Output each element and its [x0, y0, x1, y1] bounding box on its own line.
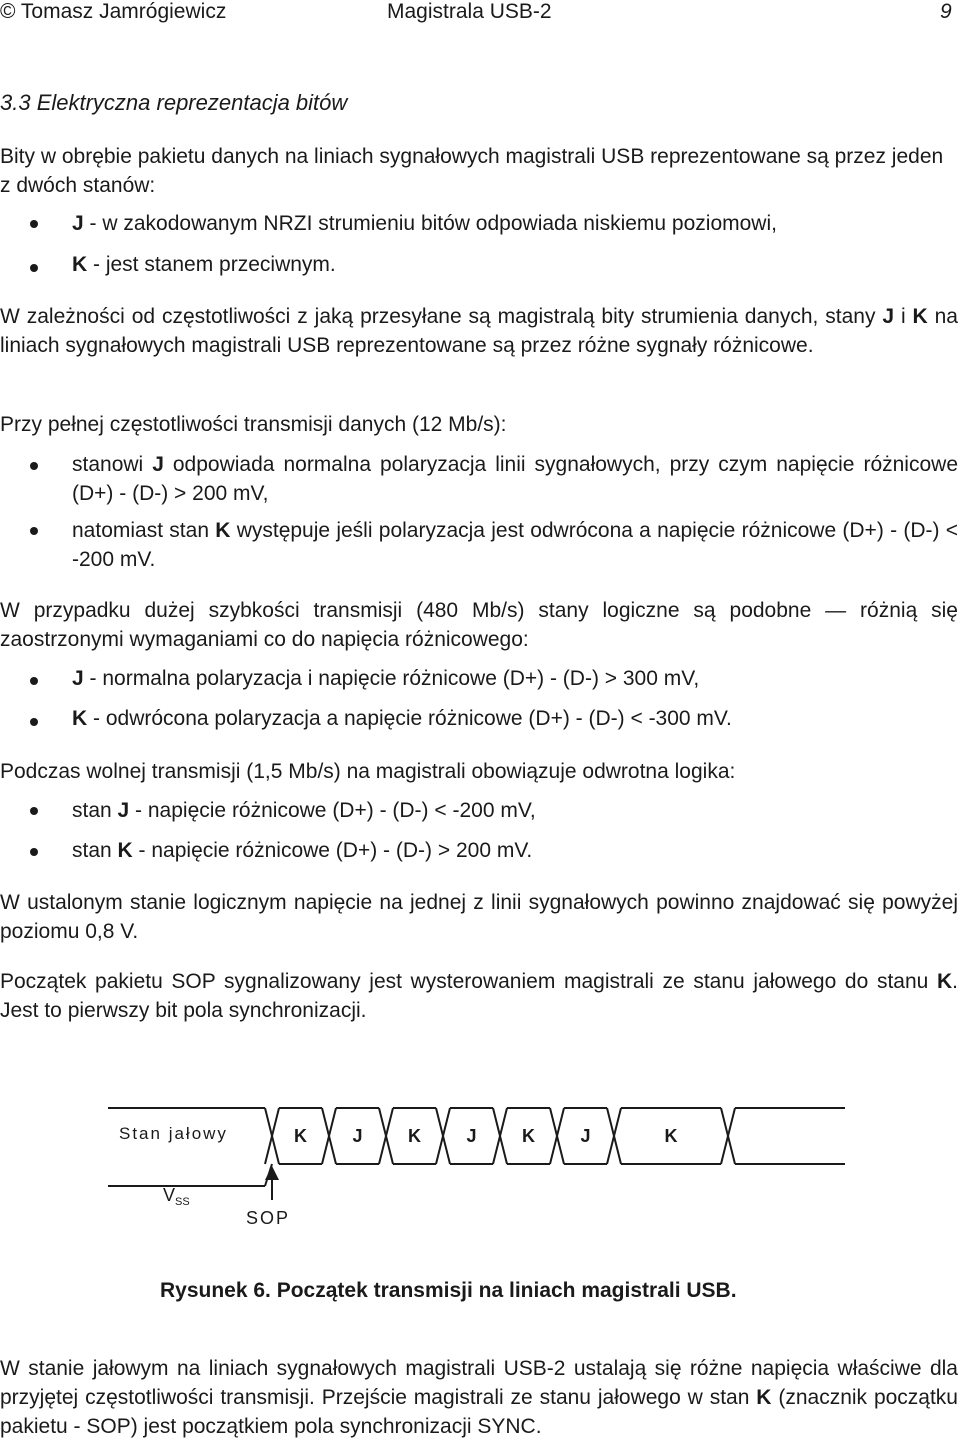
list-item — [72, 516, 958, 574]
sop-label: SOP — [246, 1208, 291, 1228]
state-j-label: J — [152, 453, 164, 476]
state-letter-j: J — [466, 1126, 477, 1146]
text-run: - napięcie różnicowe (D+) - (D-) < -200 mV, — [129, 799, 536, 822]
text-run: - odwrócona polaryzacja a napięcie różnicowe (D+) - (D-) < -300 mV. — [87, 707, 732, 730]
list-item — [72, 664, 699, 693]
text-run: i — [894, 305, 913, 328]
text-run: odpowiada normalna polaryzacja linii sygnałowych, przy czym napięcie różnicowe (D+) - (D-) > 200 mV, — [72, 453, 958, 505]
header-page-number: 9 — [940, 0, 952, 23]
text-run: W zależności od częstotliwości z jaką przesyłane są magistralą bity strumienia danych, stany — [0, 305, 883, 328]
text-run: - napięcie różnicowe (D+) - (D-) > 200 mV. — [132, 839, 533, 862]
list-item — [72, 209, 777, 238]
bullet-icon — [30, 220, 38, 228]
bullet-icon — [30, 807, 38, 815]
high-speed-paragraph: W przypadku dużej szybkości transmisji (480 Mb/s) stany logiczne są podobne — różnią się zaostrzonymi wymaganiami co do napięcia różnicowego: — [0, 599, 958, 651]
header-title: Magistrala USB-2 — [387, 0, 552, 23]
state-letter-k: K — [408, 1126, 421, 1146]
section-title: 3.3 Elektryczna reprezentacja bitów — [0, 90, 348, 115]
state-k-label: K — [117, 839, 133, 862]
text-run: Początek pakietu SOP sygnalizowany jest wysterowaniem magistrali ze stanu jałowego do stanu — [0, 970, 937, 993]
state-letter-j: J — [352, 1126, 363, 1146]
full-speed-heading: Przy pełnej częstotliwości transmisji danych (12 Mb/s): — [0, 413, 507, 436]
bullet-icon — [30, 848, 38, 856]
list-item — [72, 704, 732, 733]
text-run: (znacznik początku pakietu - SOP) jest początkiem pola synchronizacji SYNC. — [0, 1386, 958, 1438]
vss-main: V — [163, 1185, 176, 1205]
sop-timing-diagram — [0, 1080, 960, 1250]
vss-subscript: SS — [175, 1196, 190, 1208]
final-paragraph — [0, 1354, 958, 1441]
state-k-label: K — [936, 970, 953, 993]
state-j-label: J — [117, 799, 130, 822]
text-run: natomiast stan — [72, 519, 216, 542]
figure-caption: Rysunek 6. Początek transmisji na liniach magistrali USB. — [160, 1279, 737, 1302]
text-run: . Jest to pierwszy bit pola synchronizacji. — [0, 970, 958, 1022]
state-k-label: K — [912, 305, 928, 328]
low-speed-heading: Podczas wolnej transmisji (1,5 Mb/s) na magistrali obowiązuje odwrotna logika: — [0, 760, 736, 783]
state-j-label: J — [72, 212, 84, 235]
text-run: stanowi — [72, 453, 153, 476]
steady-state-paragraph: W ustalonym stanie logicznym napięcie na jednej z linii sygnałowych powinno znajdować się powyżej poziomu 0,8 V. — [0, 891, 958, 943]
bullet-icon — [30, 462, 38, 470]
text-run: na liniach sygnałowych magistrali USB reprezentowane są przez różne sygnały różnicowe. — [0, 305, 958, 357]
list-item — [72, 450, 958, 508]
state-k-label: K — [756, 1386, 772, 1409]
header-author: © Tomasz Jamrógiewicz — [0, 0, 227, 23]
state-letter-k: K — [522, 1126, 535, 1146]
state-k-label: K — [72, 707, 88, 730]
text-run: występuje jeśli polaryzacja jest odwrócona a napięcie różnicowe (D+) - (D-) < -200 mV. — [72, 519, 958, 571]
sop-paragraph — [0, 967, 958, 1025]
state-letter-k: K — [664, 1126, 678, 1146]
sop-arrow-icon — [265, 1166, 279, 1200]
state-letter-k: K — [294, 1126, 307, 1146]
bullet-icon — [30, 527, 38, 535]
state-k-label: K — [215, 519, 231, 542]
text-run: W stanie jałowym na liniach sygnałowych magistrali USB-2 ustalają się różne napięcia właściwe dla przyjętej częstotliwości transmisji. Przejście magistrali ze stanu jałowego w stan — [0, 1357, 958, 1409]
intro-paragraph: Bity w obrębie pakietu danych na liniach sygnałowych magistrali USB reprezentowane są przez jeden z dwóch stanów: — [0, 145, 944, 197]
text-run: - normalna polaryzacja i napięcie różnicowe (D+) - (D-) > 300 mV, — [83, 667, 700, 690]
dependency-paragraph — [0, 302, 958, 360]
text-run: stan — [72, 839, 118, 862]
state-j-label: J — [72, 667, 84, 690]
state-k-label: K — [72, 253, 88, 276]
list-item-text: - w zakodowanym NRZI strumieniu bitów odpowiada niskiemu poziomowi, — [83, 212, 777, 235]
list-item — [72, 836, 532, 865]
vss-label — [163, 1185, 190, 1208]
text-run: stan — [72, 799, 118, 822]
state-letter-j: J — [580, 1126, 591, 1146]
idle-state-label: Stan jałowy — [119, 1124, 228, 1143]
bullet-icon — [30, 718, 38, 726]
bullet-icon — [30, 677, 38, 685]
list-item — [72, 250, 336, 279]
list-item — [72, 796, 536, 825]
state-j-label: J — [882, 305, 895, 328]
bullet-icon — [30, 264, 38, 272]
list-item-text: - jest stanem przeciwnym. — [87, 253, 336, 276]
